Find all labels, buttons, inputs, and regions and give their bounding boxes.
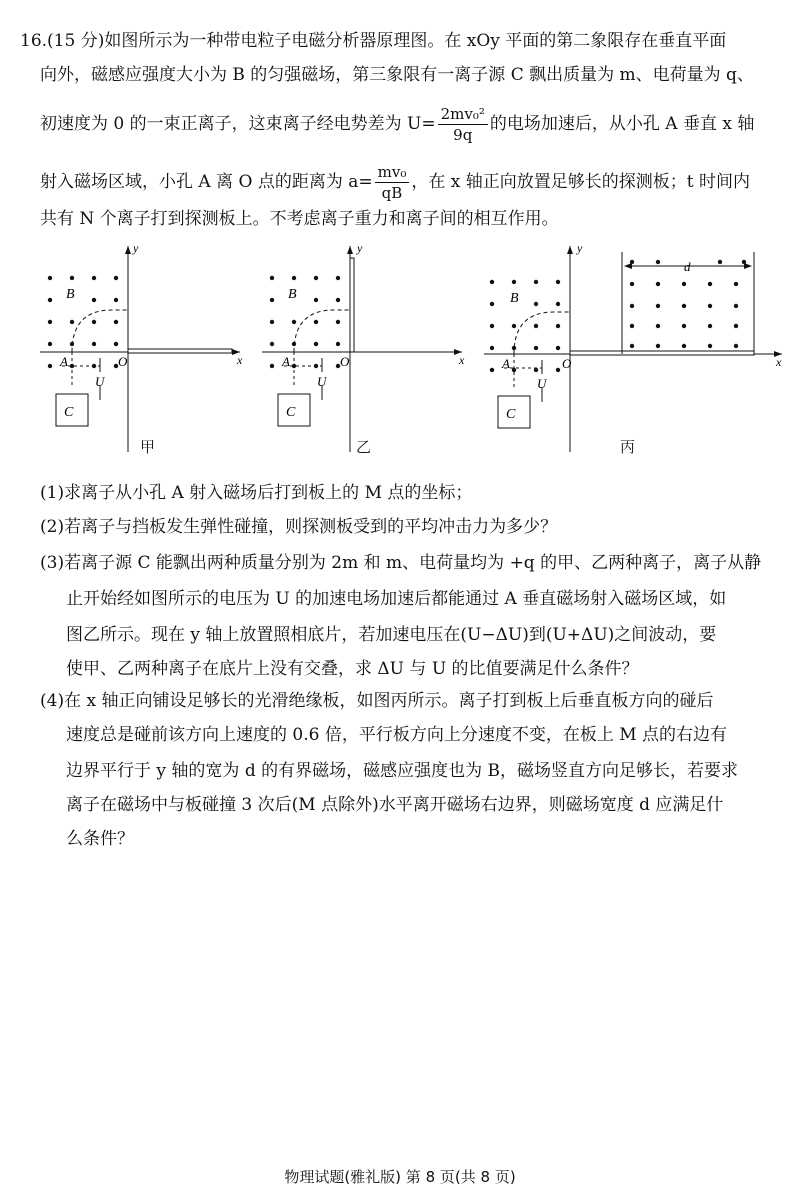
part-2: (2)若离子与挡板发生弹性碰撞，则探测板受到的平均冲击力为多少？: [40, 517, 558, 537]
svg-text:y: y: [577, 241, 583, 255]
question-line-5: 共有 N 个离子打到探测板上。不考虑离子重力和离子间的相互作用。: [40, 209, 559, 229]
svg-text:d: d: [684, 259, 691, 274]
page-footer: 物理试题(雅礼版) 第 8 页(共 8 页): [284, 1168, 516, 1186]
part-3-line-2: 止开始经如图所示的电压为 U 的加速电场加速后都能通过 A 垂直磁场射入磁场区域，如: [66, 589, 727, 609]
part-4-line-1: (4)在 x 轴正向铺设足够长的光滑绝缘板，如图丙所示。离子打到板上后垂直板方向的碰后: [40, 691, 714, 711]
part-3-line-4: 使甲、乙两种离子在底片上没有交叠，求 ΔU 与 U 的比值要满足什么条件？: [66, 659, 639, 679]
part-1: (1)求离子从小孔 A 射入磁场后打到板上的 M 点的坐标；: [40, 483, 473, 503]
figures-area: [0, 238, 800, 468]
svg-text:B: B: [510, 291, 519, 306]
svg-text:C: C: [286, 405, 296, 420]
caption-jia: 甲: [140, 438, 156, 456]
svg-text:C: C: [506, 407, 516, 422]
svg-text:B: B: [66, 287, 75, 302]
svg-text:y: y: [357, 241, 363, 255]
part-4-line-2: 速度总是碰前该方向上速度的 0.6 倍，平行板方向上分速度不变，在板上 M 点的右边有: [66, 725, 728, 745]
svg-text:A: A: [60, 354, 68, 369]
caption-bing: 丙: [620, 438, 636, 456]
svg-text:x: x: [237, 353, 243, 367]
question-line-2: 向外，磁感应强度大小为 B 的匀强磁场，第三象限有一离子源 C 飘出质量为 m、电荷量为 q、: [40, 65, 754, 85]
svg-text:x: x: [776, 355, 782, 369]
svg-text:x: x: [459, 353, 465, 367]
question-points: (15 分): [47, 31, 105, 51]
formula-distance: $\frac{\text{mv₀}}{qB}$: [375, 162, 410, 203]
svg-text:O: O: [118, 354, 128, 369]
svg-text:B: B: [288, 287, 297, 302]
question-line-3: 初速度为 0 的一束正离子，这束离子经电势差为 U= $\frac{\text{2mv₀²}}{9q}$ 的电场加速后，从小孔 A 垂直 x 轴: [40, 105, 755, 144]
svg-text:A: A: [282, 354, 290, 369]
part-3-line-1: (3)若离子源 C 能飘出两种质量分别为 2m 和 m、电荷量均为 +q 的甲、乙两种离子，离子从静: [40, 553, 762, 573]
svg-text:U: U: [95, 374, 105, 389]
svg-text:C: C: [64, 405, 74, 420]
figure-bing: [484, 241, 782, 452]
svg-text:O: O: [340, 354, 350, 369]
svg-text:O: O: [562, 356, 572, 371]
figure-jia: [40, 241, 243, 452]
part-4-line-5: 么条件？: [66, 829, 134, 849]
figure-yi: [262, 241, 465, 452]
part-4-line-4: 离子在磁场中与板碰撞 3 次后(M 点除外)水平离开磁场右边界，则磁场宽度 d 应满足什: [66, 795, 724, 815]
question-number: 16.: [20, 31, 48, 51]
svg-text:U: U: [317, 374, 327, 389]
formula-voltage: $\frac{\text{2mv₀²}}{9q}$: [438, 104, 488, 145]
part-4-line-3: 边界平行于 y 轴的宽为 d 的有界磁场，磁感应强度也为 B，磁场竖直方向足够长，若要求: [66, 761, 738, 781]
figures-svg: [0, 238, 800, 468]
svg-text:y: y: [133, 241, 139, 255]
question-line-1: 16.(15 分)如图所示为一种带电粒子电磁分析器原理图。在 xOy 平面的第二象限存在垂直平面: [20, 31, 727, 51]
svg-text:U: U: [537, 376, 547, 391]
caption-yi: 乙: [356, 438, 372, 456]
question-line-4: 射入磁场区域，小孔 A 离 O 点的距离为 a= $\frac{\text{mv₀}}{qB}$ ，在 x 轴正向放置足够长的探测板；t 时间内: [40, 163, 750, 202]
part-3-line-3: 图乙所示。现在 y 轴上放置照相底片，若加速电压在(U−ΔU)到(U+ΔU)之间波动，要: [66, 625, 717, 645]
svg-text:A: A: [502, 356, 510, 371]
